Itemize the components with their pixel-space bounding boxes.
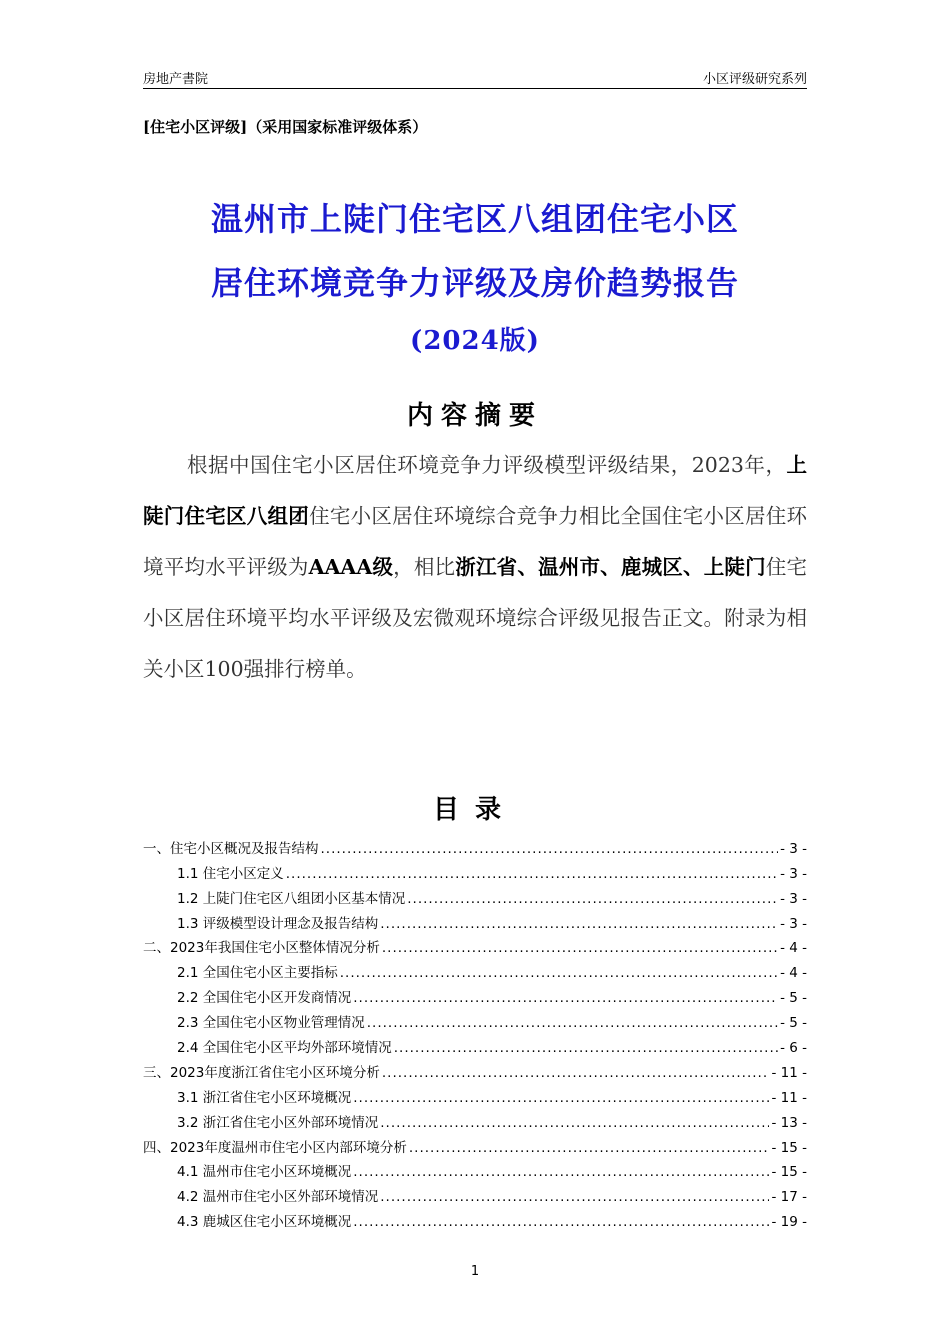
toc-entry[interactable] xyxy=(143,1006,807,1031)
toc-entry-page: - 3 - xyxy=(780,915,807,932)
toc-leader-dots xyxy=(340,965,778,981)
toc-leader-dots xyxy=(380,916,778,932)
toc-leader-dots xyxy=(353,1164,769,1180)
toc-entry-page: - 4 - xyxy=(780,965,807,982)
toc-leader-dots xyxy=(367,1015,778,1031)
toc-entry[interactable] xyxy=(143,1156,807,1181)
toc-entry-page: - 11 - xyxy=(771,1089,807,1106)
report-category: [住宅小区评级]（采用国家标准评级体系） xyxy=(143,118,428,136)
toc-leader-dots xyxy=(353,1090,769,1106)
toc-entry-page: - 3 - xyxy=(780,890,807,907)
toc-entry-page: - 17 - xyxy=(771,1189,807,1206)
toc-entry-page: - 3 - xyxy=(780,840,807,857)
page-header xyxy=(143,66,807,89)
toc-entry-label: 2.3 全国住宅小区物业管理情况 xyxy=(177,1015,365,1032)
toc-entry-page: - 13 - xyxy=(771,1114,807,1131)
toc-leader-dots xyxy=(380,1115,769,1131)
toc-entry[interactable] xyxy=(143,1031,807,1056)
toc-entry[interactable] xyxy=(143,832,807,857)
toc-entry-label: 3.2 浙江省住宅小区外部环境情况 xyxy=(177,1114,379,1131)
toc-entry[interactable] xyxy=(143,1205,807,1230)
toc-entry-page: - 5 - xyxy=(780,990,807,1007)
toc-leader-dots xyxy=(321,841,779,857)
toc-entry-page: - 15 - xyxy=(771,1139,807,1156)
toc-entry-page: - 6 - xyxy=(780,1040,807,1057)
toc-entry-label: 2.4 全国住宅小区平均外部环境情况 xyxy=(177,1040,392,1057)
abstract-bold-rating: AAAA级 xyxy=(308,555,394,579)
toc-leader-dots xyxy=(407,891,778,907)
toc-entry-label: 4.3 鹿城区住宅小区环境概况 xyxy=(177,1214,352,1231)
toc-entry-label: 1.3 评级模型设计理念及报告结构 xyxy=(177,915,379,932)
abstract-text-3: ，相比 xyxy=(393,555,456,579)
toc-entry[interactable] xyxy=(143,1180,807,1205)
toc-leader-dots xyxy=(353,990,778,1006)
abstract-text-2: 住宅小区居住环境综合竞争力相比全国住宅小区居住环境平均水平评级为 xyxy=(143,504,808,579)
toc-entry-page: - 15 - xyxy=(771,1164,807,1181)
toc-entry-page: - 3 - xyxy=(780,865,807,882)
toc-leader-dots xyxy=(380,1189,769,1205)
header-series: 小区评级研究系列 xyxy=(702,72,807,87)
title-line-1: 温州市上陡门住宅区八组团住宅小区 xyxy=(210,200,739,238)
toc-leader-dots xyxy=(382,940,778,956)
toc-entry-label: 4.2 温州市住宅小区外部环境情况 xyxy=(177,1189,379,1206)
toc-entry-label: 一、住宅小区概况及报告结构 xyxy=(143,840,319,857)
toc-entry-label: 1.2 上陡门住宅区八组团小区基本情况 xyxy=(177,890,406,907)
abstract-bold-community: 上陡门住宅区八组团 xyxy=(143,453,807,528)
toc-entry[interactable] xyxy=(143,857,807,882)
abstract-text-1: 根据中国住宅小区居住环境竞争力评级模型评级结果，2023年， xyxy=(187,453,787,477)
table-of-contents xyxy=(143,832,807,1230)
toc-heading: 目录 xyxy=(432,795,517,825)
toc-leader-dots xyxy=(409,1140,770,1156)
toc-entry[interactable] xyxy=(143,1056,807,1081)
abstract-paragraph xyxy=(143,440,807,695)
toc-entry-label: 三、2023年度浙江省住宅小区环境分析 xyxy=(143,1064,380,1081)
toc-entry-label: 2.1 全国住宅小区主要指标 xyxy=(177,965,338,982)
toc-entry-page: - 11 - xyxy=(771,1064,807,1081)
toc-entry-label: 4.1 温州市住宅小区环境概况 xyxy=(177,1164,352,1181)
toc-entry[interactable] xyxy=(143,1131,807,1156)
page-number: 1 xyxy=(470,1264,480,1279)
toc-leader-dots xyxy=(382,1065,770,1081)
toc-entry-label: 二、2023年我国住宅小区整体情况分析 xyxy=(143,940,380,957)
toc-entry-label: 2.2 全国住宅小区开发商情况 xyxy=(177,990,352,1007)
abstract-text-4: 住宅小区居住环境平均水平评级及宏微观环境综合评级见报告正文。附录为相关小区100强排行榜单。 xyxy=(143,555,808,681)
abstract-heading: 内容摘要 xyxy=(406,401,543,431)
header-publisher: 房地产書院 xyxy=(143,72,209,87)
toc-entry[interactable] xyxy=(143,1081,807,1106)
toc-leader-dots xyxy=(353,1214,769,1230)
title-edition: (2024版) xyxy=(410,326,540,356)
toc-entry[interactable] xyxy=(143,907,807,932)
toc-entry-page: - 5 - xyxy=(780,1015,807,1032)
toc-entry-page: - 4 - xyxy=(780,940,807,957)
toc-leader-dots xyxy=(394,1040,778,1056)
toc-entry-label: 1.1 住宅小区定义 xyxy=(177,865,284,882)
abstract-bold-regions: 浙江省、温州市、鹿城区、上陡门 xyxy=(455,555,766,579)
toc-leader-dots xyxy=(286,866,778,882)
toc-entry[interactable] xyxy=(143,981,807,1006)
toc-entry[interactable] xyxy=(143,882,807,907)
toc-entry-label: 四、2023年度温州市住宅小区内部环境分析 xyxy=(143,1139,407,1156)
toc-entry-label: 3.1 浙江省住宅小区环境概况 xyxy=(177,1089,352,1106)
toc-entry[interactable] xyxy=(143,956,807,981)
toc-entry-page: - 19 - xyxy=(771,1214,807,1231)
toc-entry[interactable] xyxy=(143,932,807,957)
title-line-2: 居住环境竞争力评级及房价趋势报告 xyxy=(210,264,739,302)
toc-entry[interactable] xyxy=(143,1106,807,1131)
